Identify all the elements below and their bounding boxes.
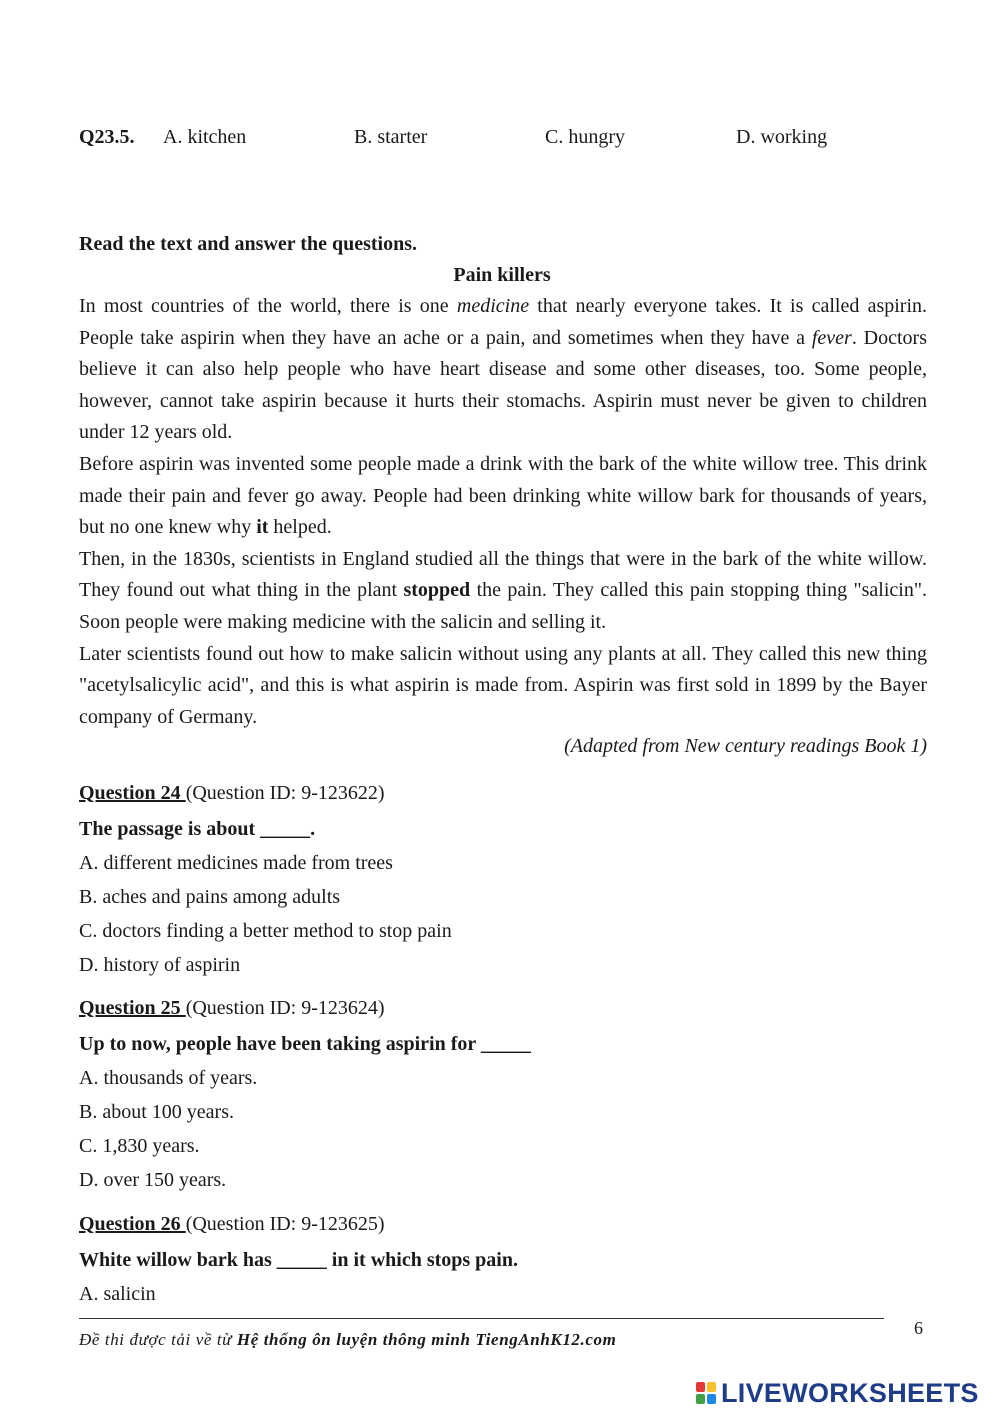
passage-paragraph-2: Before aspirin was invented some people made a drink with the bark of the white willow tree. This drink made their pain and fever go away. People had been drinking white willow bark for thousands of years, but no one knew why it helped. bbox=[79, 452, 927, 539]
question-25 bbox=[79, 996, 939, 1202]
answer-option-d[interactable]: D. over 150 years. bbox=[79, 1169, 227, 1191]
answer-option-b[interactable]: B. aches and pains among adults bbox=[79, 886, 341, 908]
passage-paragraph-4: Later scientists found out how to make salicin without using any plants at all. They called this new thing "acetylsalicylic acid", and this is what aspirin is made from. Aspirin was first sold in 1899 by the Bayer company of Germany. bbox=[79, 642, 927, 728]
answer-option-a[interactable]: A. different medicines made from trees bbox=[79, 852, 393, 874]
question-stem: The passage is about _____. bbox=[79, 818, 316, 840]
liveworksheets-logo-icon bbox=[695, 1380, 717, 1406]
q23-5-option-d[interactable]: D. working bbox=[736, 126, 828, 148]
passage-paragraph-3: Then, in the 1830s, scientists in England studied all the things that were in the bark of the white willow. They found out what thing in the plant stopped the pain. They called this pain stopping thing "salicin". Soon people were making medicine with the salicin and selling it. bbox=[79, 547, 928, 633]
question-24 bbox=[79, 781, 939, 987]
footer-divider bbox=[79, 1318, 884, 1319]
question-23-5-label: Q23.5. bbox=[79, 126, 135, 148]
liveworksheets-logo[interactable] bbox=[695, 1378, 979, 1408]
answer-option-d[interactable]: D. history of aspirin bbox=[79, 954, 241, 976]
q23-5-option-b[interactable]: B. starter bbox=[354, 126, 428, 148]
question-id: (Question ID: 9-123622) bbox=[185, 782, 385, 804]
answer-option-a[interactable]: A. salicin bbox=[79, 1283, 156, 1305]
passage-title: Pain killers bbox=[453, 264, 551, 286]
reading-instruction: Read the text and answer the questions. bbox=[79, 233, 417, 255]
question-stem: White willow bark has _____ in it which stops pain. bbox=[79, 1249, 518, 1271]
question-26 bbox=[79, 1212, 939, 1316]
question-23-5-row bbox=[0, 126, 1000, 152]
question-id: (Question ID: 9-123625) bbox=[185, 1213, 385, 1235]
reading-passage bbox=[79, 291, 927, 733]
footer-credit: Đề thi được tải về từ Hệ thống ôn luyện thông minh TiengAnhK12.com bbox=[79, 1330, 617, 1349]
question-number: Question 24 bbox=[79, 782, 186, 804]
passage-source: (Adapted from New century readings Book 1) bbox=[564, 735, 927, 757]
question-header bbox=[79, 781, 939, 817]
page-number: 6 bbox=[914, 1318, 923, 1338]
answer-option-c[interactable]: C. 1,830 years. bbox=[79, 1135, 200, 1157]
question-stem: Up to now, people have been taking aspirin for _____ bbox=[79, 1033, 531, 1055]
question-id: (Question ID: 9-123624) bbox=[185, 997, 385, 1019]
answer-option-a[interactable]: A. thousands of years. bbox=[79, 1067, 258, 1089]
question-number: Question 25 bbox=[79, 997, 186, 1019]
footer-brand: Hệ thống ôn luyện thông minh TiengAnhK12.com bbox=[236, 1330, 617, 1349]
question-header bbox=[79, 996, 939, 1032]
liveworksheets-wordmark: LIVEWORKSHEETS bbox=[721, 1377, 979, 1408]
question-number: Question 26 bbox=[79, 1213, 186, 1235]
q23-5-option-a[interactable]: A. kitchen bbox=[163, 126, 247, 148]
passage-paragraph-1: In most countries of the world, there is one medicine that nearly everyone takes. It is called aspirin. People take aspirin when they have an ache or a pain, and sometimes when they have a fever. Doctors believe it can also help people who have heart disease and some other diseases, too. Some people, however, cannot take aspirin because it hurts their stomachs. Aspirin must never be given to children under 12 years old. bbox=[79, 295, 927, 444]
answer-option-b[interactable]: B. about 100 years. bbox=[79, 1101, 234, 1123]
q23-5-option-c[interactable]: C. hungry bbox=[545, 126, 625, 148]
question-header bbox=[79, 1212, 939, 1248]
answer-option-c[interactable]: C. doctors finding a better method to stop pain bbox=[79, 920, 452, 942]
